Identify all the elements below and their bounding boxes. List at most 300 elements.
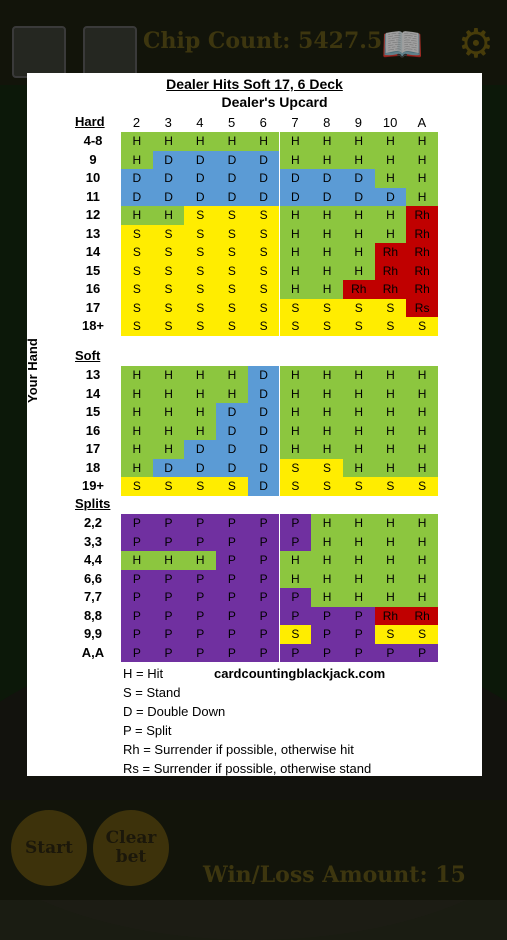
strategy-cell: D <box>248 422 280 441</box>
strategy-cell: H <box>280 440 312 459</box>
strategy-cell: H <box>311 262 343 281</box>
strategy-cell: D <box>121 188 153 207</box>
strategy-cell: P <box>216 551 248 570</box>
strategy-cell: S <box>153 317 185 336</box>
strategy-cell: P <box>121 644 153 663</box>
strategy-cell: P <box>216 514 248 533</box>
strategy-cell: H <box>311 514 343 533</box>
strategy-cell: H <box>216 132 248 151</box>
strategy-cell: S <box>280 299 312 318</box>
strategy-cell: H <box>343 422 375 441</box>
strategy-cell: Rh <box>406 280 438 299</box>
hand-label: 18+ <box>81 318 105 333</box>
strategy-cell: P <box>184 588 216 607</box>
strategy-cell: P <box>153 607 185 626</box>
strategy-cell: H <box>153 551 185 570</box>
strategy-cell: P <box>248 644 280 663</box>
strategy-cell: H <box>406 403 438 422</box>
strategy-cell: H <box>406 151 438 170</box>
clear-bet-button[interactable]: Clear bet <box>93 810 169 886</box>
strategy-cell: S <box>153 225 185 244</box>
strategy-cell: P <box>343 607 375 626</box>
strategy-cell: H <box>121 551 153 570</box>
strategy-cell: S <box>184 225 216 244</box>
strategy-cell: S <box>248 280 280 299</box>
strategy-cell: P <box>121 514 153 533</box>
strategy-cell: H <box>311 385 343 404</box>
strategy-cell: H <box>343 440 375 459</box>
strategy-cell: H <box>121 366 153 385</box>
strategy-cell: H <box>406 551 438 570</box>
strategy-cell: P <box>248 551 280 570</box>
strategy-cell: H <box>311 551 343 570</box>
strategy-cell: H <box>121 459 153 478</box>
strategy-cell: S <box>248 225 280 244</box>
strategy-cell: H <box>311 533 343 552</box>
strategy-cell: H <box>121 151 153 170</box>
book-icon[interactable]: 📖 <box>381 25 424 65</box>
strategy-cell: P <box>280 533 312 552</box>
hand-label: 19+ <box>81 478 105 493</box>
upcard-header: 7 <box>291 115 299 130</box>
chart-title: Dealer Hits Soft 17, 6 Deck <box>166 76 343 92</box>
strategy-cell: H <box>280 262 312 281</box>
upcard-header: 4 <box>196 115 204 130</box>
strategy-cell: H <box>343 243 375 262</box>
strategy-cell: D <box>216 459 248 478</box>
strategy-cell: H <box>311 403 343 422</box>
strategy-cell: Rh <box>406 206 438 225</box>
strategy-cell: H <box>153 366 185 385</box>
strategy-cell: H <box>406 132 438 151</box>
section-label: Splits <box>75 496 111 511</box>
chart-subtitle: Dealer's Upcard <box>221 94 328 110</box>
strategy-cell: D <box>153 169 185 188</box>
strategy-cell: P <box>216 588 248 607</box>
legend-item: H = Hit <box>123 666 164 681</box>
strategy-cell: Rs <box>406 299 438 318</box>
strategy-cell: S <box>311 317 343 336</box>
win-loss-amount: Win/Loss Amount: 15 <box>203 862 466 888</box>
strategy-cell: P <box>406 644 438 663</box>
strategy-cell: S <box>406 317 438 336</box>
strategy-cell: P <box>216 607 248 626</box>
strategy-cell: S <box>121 225 153 244</box>
strategy-cell: P <box>311 644 343 663</box>
hand-label: 4,4 <box>83 552 103 567</box>
strategy-cell: S <box>248 299 280 318</box>
strategy-cell: H <box>406 459 438 478</box>
strategy-cell: P <box>248 514 280 533</box>
strategy-cell: P <box>121 607 153 626</box>
strategy-cell: D <box>216 169 248 188</box>
strategy-cell: S <box>248 317 280 336</box>
hand-label: 8,8 <box>83 607 103 623</box>
strategy-cell: P <box>248 588 280 607</box>
strategy-cell: H <box>343 533 375 552</box>
strategy-cell: H <box>311 151 343 170</box>
strategy-cell: H <box>311 588 343 607</box>
strategy-cell: H <box>248 132 280 151</box>
chip-count: Chip Count: 5427.5 <box>143 28 383 54</box>
strategy-cell: H <box>406 440 438 459</box>
strategy-cell: D <box>280 169 312 188</box>
strategy-cell: D <box>153 459 185 478</box>
strategy-cell: S <box>216 299 248 318</box>
strategy-cell: D <box>311 188 343 207</box>
hand-label: 10 <box>85 170 101 185</box>
strategy-cell: H <box>406 533 438 552</box>
strategy-cell: S <box>216 477 248 496</box>
strategy-cell: D <box>248 169 280 188</box>
strategy-cell: D <box>153 151 185 170</box>
strategy-cell: H <box>343 570 375 589</box>
strategy-cell: D <box>216 188 248 207</box>
basic-strategy-chart[interactable] <box>27 73 482 776</box>
strategy-cell: S <box>216 280 248 299</box>
strategy-cell: P <box>280 588 312 607</box>
strategy-cell: H <box>375 551 407 570</box>
strategy-cell: P <box>121 533 153 552</box>
hand-label: 9 <box>89 151 97 167</box>
strategy-cell: H <box>153 422 185 441</box>
strategy-cell: P <box>121 570 153 589</box>
strategy-cell: D <box>248 440 280 459</box>
strategy-cell: H <box>375 570 407 589</box>
strategy-cell: H <box>406 385 438 404</box>
hand-label: 6,6 <box>83 570 103 586</box>
strategy-cell: H <box>216 385 248 404</box>
strategy-cell: H <box>153 206 185 225</box>
strategy-cell: Rh <box>406 225 438 244</box>
strategy-cell: S <box>248 243 280 262</box>
strategy-cell: H <box>375 440 407 459</box>
strategy-cell: H <box>184 422 216 441</box>
strategy-cell: Rh <box>406 262 438 281</box>
strategy-cell: P <box>311 625 343 644</box>
strategy-cell: H <box>343 132 375 151</box>
strategy-cell: D <box>280 188 312 207</box>
strategy-cell: S <box>280 477 312 496</box>
strategy-cell: P <box>121 625 153 644</box>
upcard-header: 9 <box>354 115 362 130</box>
start-button[interactable]: Start <box>11 810 87 886</box>
strategy-cell: S <box>184 206 216 225</box>
strategy-cell: S <box>375 299 407 318</box>
strategy-cell: P <box>153 570 185 589</box>
strategy-cell: S <box>375 317 407 336</box>
strategy-cell: S <box>153 243 185 262</box>
hand-label: 16 <box>85 281 101 296</box>
strategy-cell: D <box>184 169 216 188</box>
strategy-cell: P <box>248 570 280 589</box>
strategy-cell: H <box>280 132 312 151</box>
strategy-cell: P <box>184 514 216 533</box>
strategy-cell: S <box>343 477 375 496</box>
strategy-cell: H <box>280 422 312 441</box>
strategy-cell: H <box>280 570 312 589</box>
strategy-cell: H <box>280 225 312 244</box>
strategy-cell: H <box>121 132 153 151</box>
strategy-cell: D <box>248 477 280 496</box>
strategy-cell: H <box>343 366 375 385</box>
strategy-cell: S <box>216 225 248 244</box>
strategy-cell: Rh <box>406 243 438 262</box>
strategy-cell: D <box>248 188 280 207</box>
strategy-cell: P <box>216 625 248 644</box>
strategy-cell: S <box>121 299 153 318</box>
strategy-cell: S <box>343 299 375 318</box>
strategy-cell: P <box>311 607 343 626</box>
strategy-cell: H <box>121 206 153 225</box>
strategy-cell: S <box>216 262 248 281</box>
strategy-cell: S <box>121 317 153 336</box>
strategy-cell: H <box>406 570 438 589</box>
strategy-cell: P <box>248 607 280 626</box>
strategy-cell: D <box>216 151 248 170</box>
strategy-cell: S <box>280 459 312 478</box>
strategy-cell: H <box>153 440 185 459</box>
strategy-cell: H <box>121 385 153 404</box>
strategy-cell: Rh <box>375 607 407 626</box>
strategy-cell: H <box>184 551 216 570</box>
strategy-cell: H <box>216 366 248 385</box>
strategy-cell: H <box>343 588 375 607</box>
strategy-cell: S <box>248 262 280 281</box>
hand-label: 7,7 <box>83 589 103 604</box>
gear-icon[interactable]: ⚙ <box>458 21 494 67</box>
strategy-cell: H <box>184 385 216 404</box>
strategy-cell: H <box>343 225 375 244</box>
strategy-cell: H <box>311 570 343 589</box>
strategy-cell: Rh <box>375 280 407 299</box>
strategy-cell: D <box>184 459 216 478</box>
strategy-cell: S <box>153 299 185 318</box>
strategy-cell: H <box>343 551 375 570</box>
strategy-cell: D <box>375 188 407 207</box>
upcard-header: A <box>417 115 427 130</box>
strategy-cell: H <box>375 403 407 422</box>
y-axis-label: Your Hand <box>25 338 40 403</box>
upcard-header: 5 <box>227 115 236 130</box>
strategy-cell: H <box>375 206 407 225</box>
strategy-cell: S <box>248 206 280 225</box>
strategy-cell: H <box>184 366 216 385</box>
strategy-cell: D <box>248 403 280 422</box>
strategy-cell: H <box>280 280 312 299</box>
strategy-cell: P <box>280 607 312 626</box>
strategy-cell: P <box>375 644 407 663</box>
section-label: Soft <box>75 348 101 363</box>
hand-label: 13 <box>85 225 101 241</box>
strategy-cell: P <box>248 533 280 552</box>
strategy-cell: S <box>406 625 438 644</box>
legend-item: P = Split <box>123 723 172 738</box>
strategy-cell: S <box>375 625 407 644</box>
strategy-cell: D <box>311 169 343 188</box>
hand-label: 16 <box>85 422 101 438</box>
hand-label: 15 <box>85 262 101 278</box>
strategy-cell: P <box>280 514 312 533</box>
strategy-cell: H <box>375 514 407 533</box>
strategy-cell: H <box>311 422 343 441</box>
strategy-cell: S <box>153 280 185 299</box>
strategy-cell: D <box>248 459 280 478</box>
strategy-cell: S <box>216 206 248 225</box>
strategy-cell: H <box>375 533 407 552</box>
strategy-cell: H <box>343 151 375 170</box>
hand-label: 17 <box>85 299 101 315</box>
strategy-cell: H <box>280 385 312 404</box>
strategy-cell: H <box>343 403 375 422</box>
upcard-header: 8 <box>323 115 331 130</box>
strategy-cell: H <box>406 366 438 385</box>
strategy-cell: S <box>311 299 343 318</box>
strategy-cell: H <box>121 422 153 441</box>
strategy-cell: H <box>184 403 216 422</box>
strategy-cell: Rh <box>343 280 375 299</box>
strategy-cell: H <box>280 366 312 385</box>
website-label: cardcountingblackjack.com <box>214 666 386 681</box>
hand-label: 18 <box>85 459 101 475</box>
strategy-cell: S <box>153 477 185 496</box>
hand-label: 3,3 <box>83 533 103 549</box>
strategy-cell: D <box>216 440 248 459</box>
strategy-cell: P <box>184 625 216 644</box>
strategy-cell: D <box>121 169 153 188</box>
strategy-cell: H <box>343 459 375 478</box>
strategy-cell: H <box>375 151 407 170</box>
strategy-cell: S <box>375 477 407 496</box>
strategy-cell: D <box>216 422 248 441</box>
strategy-cell: D <box>248 151 280 170</box>
strategy-cell: S <box>184 243 216 262</box>
strategy-cell: D <box>248 385 280 404</box>
strategy-cell: S <box>216 317 248 336</box>
strategy-cell: S <box>311 459 343 478</box>
strategy-cell: Rh <box>406 607 438 626</box>
strategy-cell: S <box>280 317 312 336</box>
strategy-cell: H <box>375 132 407 151</box>
strategy-cell: H <box>375 169 407 188</box>
strategy-cell: S <box>343 317 375 336</box>
strategy-cell: H <box>375 459 407 478</box>
strategy-cell: H <box>311 243 343 262</box>
hand-label: 13 <box>85 367 101 382</box>
strategy-cell: P <box>216 533 248 552</box>
strategy-cell: H <box>311 132 343 151</box>
strategy-cell: D <box>343 188 375 207</box>
strategy-cell: H <box>184 132 216 151</box>
strategy-cell: H <box>311 225 343 244</box>
upcard-header: 6 <box>259 115 267 130</box>
strategy-cell: H <box>153 385 185 404</box>
strategy-cell: S <box>121 280 153 299</box>
strategy-cell: H <box>121 403 153 422</box>
strategy-cell: P <box>153 588 185 607</box>
strategy-cell: S <box>121 243 153 262</box>
hand-label: 17 <box>85 441 101 456</box>
hand-label: 14 <box>85 385 101 401</box>
strategy-cell: H <box>406 169 438 188</box>
hand-label: A,A <box>81 644 105 660</box>
strategy-cell: H <box>280 551 312 570</box>
strategy-cell: S <box>311 477 343 496</box>
strategy-cell: P <box>153 514 185 533</box>
strategy-cell: H <box>375 385 407 404</box>
strategy-cell: P <box>184 607 216 626</box>
strategy-cell: S <box>153 262 185 281</box>
strategy-cell: H <box>406 422 438 441</box>
hand-label: 15 <box>85 404 101 419</box>
strategy-cell: S <box>184 280 216 299</box>
strategy-cell: S <box>184 317 216 336</box>
strategy-cell: P <box>343 644 375 663</box>
strategy-cell: H <box>343 514 375 533</box>
strategy-cell: H <box>343 385 375 404</box>
strategy-cell: H <box>343 262 375 281</box>
strategy-cell: H <box>343 206 375 225</box>
upcard-header: 3 <box>164 115 172 130</box>
strategy-cell: H <box>280 243 312 262</box>
strategy-cell: H <box>280 151 312 170</box>
strategy-cell: S <box>184 299 216 318</box>
strategy-cell: Rh <box>375 262 407 281</box>
strategy-cell: P <box>184 570 216 589</box>
strategy-cell: P <box>153 644 185 663</box>
strategy-cell: S <box>406 477 438 496</box>
hand-label: 12 <box>85 207 101 222</box>
legend-item: Rh = Surrender if possible, otherwise hit <box>123 742 354 757</box>
strategy-cell: P <box>184 533 216 552</box>
strategy-cell: H <box>121 440 153 459</box>
strategy-cell: H <box>311 280 343 299</box>
strategy-cell: D <box>184 440 216 459</box>
strategy-cell: H <box>375 588 407 607</box>
strategy-cell: H <box>406 514 438 533</box>
strategy-cell: D <box>184 188 216 207</box>
strategy-cell: S <box>121 262 153 281</box>
upcard-header: 10 <box>382 115 398 130</box>
strategy-cell: P <box>184 644 216 663</box>
strategy-cell: H <box>153 403 185 422</box>
strategy-cell: P <box>153 533 185 552</box>
strategy-cell: Rh <box>375 243 407 262</box>
strategy-cell: P <box>216 644 248 663</box>
strategy-cell: H <box>375 225 407 244</box>
strategy-cell: H <box>311 366 343 385</box>
hand-label: 14 <box>85 244 101 259</box>
strategy-cell: P <box>121 588 153 607</box>
legend-item: S = Stand <box>123 685 181 700</box>
strategy-cell: P <box>343 625 375 644</box>
legend-item: D = Double Down <box>123 704 226 719</box>
strategy-cell: S <box>280 625 312 644</box>
strategy-cell: S <box>121 477 153 496</box>
strategy-cell: P <box>248 625 280 644</box>
legend-item: Rs = Surrender if possible, otherwise stand <box>123 761 372 776</box>
upcard-header: 2 <box>132 115 141 130</box>
strategy-cell: H <box>375 366 407 385</box>
strategy-cell: D <box>184 151 216 170</box>
strategy-cell: D <box>216 403 248 422</box>
strategy-cell: P <box>280 644 312 663</box>
strategy-cell: D <box>248 366 280 385</box>
hand-label: 9,9 <box>83 626 103 641</box>
strategy-cell: D <box>153 188 185 207</box>
strategy-cell: H <box>280 206 312 225</box>
strategy-cell: H <box>153 132 185 151</box>
